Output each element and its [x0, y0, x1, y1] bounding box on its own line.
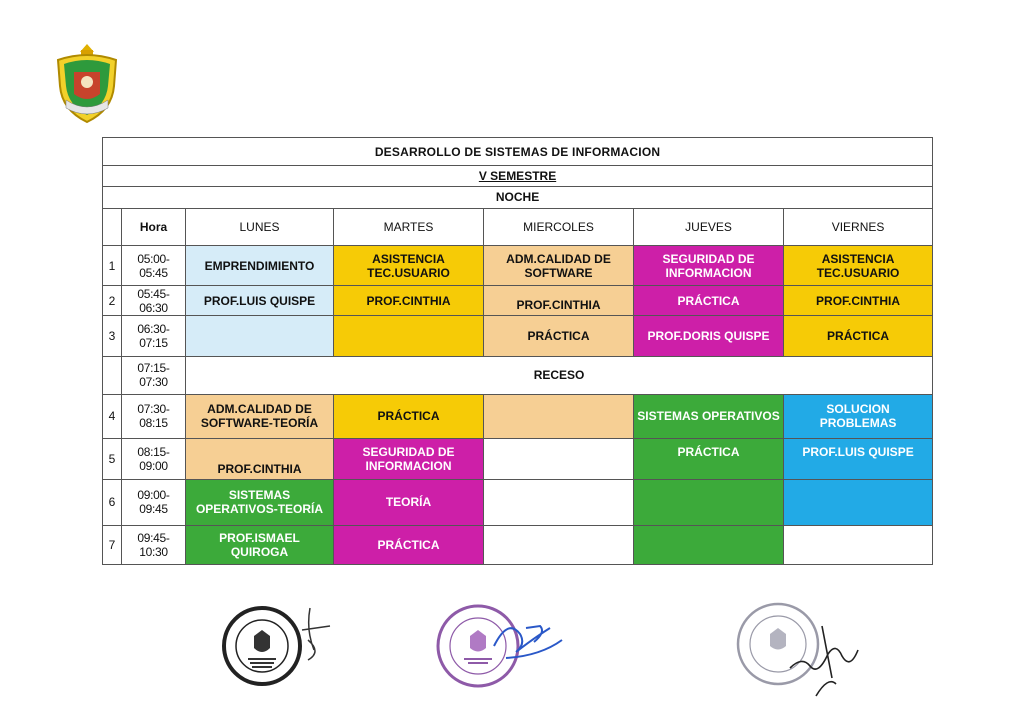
time-slot: 09:45-10:30	[122, 526, 186, 565]
day-header-martes: MARTES	[334, 209, 484, 246]
day-header-lunes: LUNES	[186, 209, 334, 246]
row-number: 4	[103, 395, 122, 439]
table-row	[103, 526, 933, 565]
course-sistemas-jueves: SISTEMAS OPERATIVOS	[634, 395, 784, 439]
teacher-cinthia-martes: PROF.CINTHIA	[334, 286, 484, 315]
time-slot: 05:00-05:45	[122, 245, 186, 286]
schedule-table	[102, 137, 933, 565]
empty-cell	[334, 315, 484, 356]
time-slot: 07:15-07:30	[122, 356, 186, 395]
semester-label: V SEMESTRE	[103, 166, 933, 186]
teacher-cinthia-lunes: PROF.CINTHIA	[186, 438, 334, 479]
row-number: 1	[103, 245, 122, 286]
table-row	[103, 315, 933, 356]
academic-head-seal-icon	[430, 598, 570, 698]
empty-cell	[484, 479, 634, 526]
empty-cell	[484, 438, 634, 479]
recess-banner: RECESO	[186, 356, 933, 395]
practice-martes-2: PRÁCTICA	[334, 526, 484, 565]
course-solucion-viernes: SOLUCION PROBLEMAS	[784, 395, 933, 439]
course-sistemas-lunes: SISTEMAS OPERATIVOS-TEORÍA	[186, 479, 334, 526]
institute-logo-icon	[52, 42, 122, 126]
course-adm-calidad-lunes: ADM.CALIDAD DE SOFTWARE-TEORÍA	[186, 395, 334, 439]
director-seal-icon	[732, 596, 872, 706]
table-row	[103, 479, 933, 526]
empty-cell	[784, 479, 933, 526]
row-number	[103, 356, 122, 395]
time-slot: 09:00-09:45	[122, 479, 186, 526]
teacher-cinthia-miercoles: PROF.CINTHIA	[484, 286, 634, 315]
row-number: 6	[103, 479, 122, 526]
practice-jueves-2: PRÁCTICA	[634, 438, 784, 479]
day-header-jueves: JUEVES	[634, 209, 784, 246]
coordinator-seal-icon	[218, 600, 333, 692]
practice-miercoles: PRÁCTICA	[484, 315, 634, 356]
teacher-doris-jueves: PROF.DORIS QUISPE	[634, 315, 784, 356]
course-seguridad-jueves: SEGURIDAD DE INFORMACION	[634, 245, 784, 286]
shift-label: NOCHE	[103, 186, 933, 208]
practice-martes: PRÁCTICA	[334, 395, 484, 439]
hour-header: Hora	[122, 209, 186, 246]
table-row	[103, 395, 933, 439]
course-seguridad-martes: SEGURIDAD DE INFORMACION	[334, 438, 484, 479]
row-number: 7	[103, 526, 122, 565]
time-slot: 08:15-09:00	[122, 438, 186, 479]
schedule-title: DESARROLLO DE SISTEMAS DE INFORMACION	[103, 138, 933, 166]
teacher-cinthia-viernes: PROF.CINTHIA	[784, 286, 933, 315]
table-row	[103, 286, 933, 315]
row-number: 2	[103, 286, 122, 315]
row-number: 3	[103, 315, 122, 356]
time-slot: 07:30-08:15	[122, 395, 186, 439]
empty-cell	[484, 395, 634, 439]
teacher-ismael-lunes: PROF.ISMAEL QUIROGA	[186, 526, 334, 565]
course-emprendimiento: EMPRENDIMIENTO	[186, 245, 334, 286]
row-number: 5	[103, 438, 122, 479]
empty-cell	[634, 479, 784, 526]
empty-cell	[186, 315, 334, 356]
table-row	[103, 245, 933, 286]
practice-viernes: PRÁCTICA	[784, 315, 933, 356]
time-slot: 05:45-06:30	[122, 286, 186, 315]
empty-cell	[634, 526, 784, 565]
teacher-luis-viernes: PROF.LUIS QUISPE	[784, 438, 933, 479]
course-asistencia-martes: ASISTENCIA TEC.USUARIO	[334, 245, 484, 286]
day-header-viernes: VIERNES	[784, 209, 933, 246]
course-asistencia-viernes: ASISTENCIA TEC.USUARIO	[784, 245, 933, 286]
theory-martes: TEORÍA	[334, 479, 484, 526]
teacher-luis-lunes: PROF.LUIS QUISPE	[186, 286, 334, 315]
empty-cell	[484, 526, 634, 565]
corner-cell	[103, 209, 122, 246]
empty-cell	[784, 526, 933, 565]
table-row	[103, 438, 933, 479]
time-slot: 06:30-07:15	[122, 315, 186, 356]
practice-jueves: PRÁCTICA	[634, 286, 784, 315]
table-row	[103, 356, 933, 395]
course-adm-calidad-miercoles: ADM.CALIDAD DE SOFTWARE	[484, 245, 634, 286]
day-header-miercoles: MIERCOLES	[484, 209, 634, 246]
